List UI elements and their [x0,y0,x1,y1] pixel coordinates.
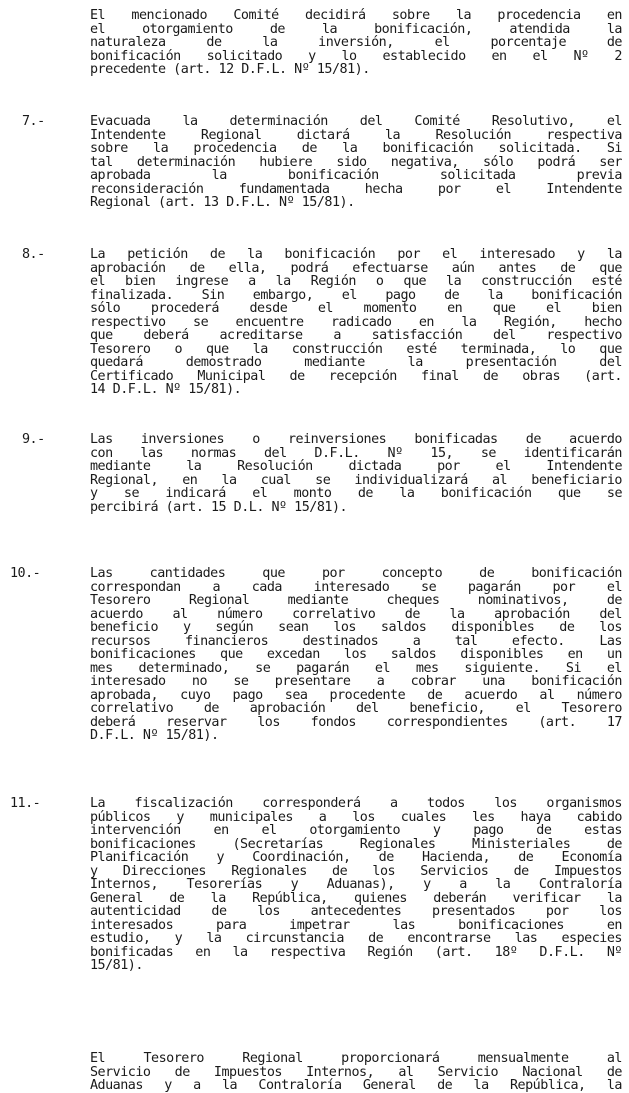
text-line: naturaleza de la inversión, el porcentaje de [90,35,622,50]
text-line: quedará demostrado mediante la presentación del [90,355,622,370]
item-paragraph [90,248,622,397]
text-line: correspondan a cada interesado se pagarán por el [90,579,622,595]
text-line: Servicio de Impuestos Internos, al Servicio Nacional de [90,1064,622,1080]
text-line: Regional (art. 13 D.F.L. Nº 15/81). [90,195,355,210]
text-line: precedente (art. 12 D.F.L. Nº 15/81). [90,62,370,77]
text-line: el bien ingrese a la Región o que la construcción esté [90,274,622,289]
text-line: El Tesorero Regional proporcionará mensualmente al [90,1051,622,1066]
text-line: Intendente Regional dictará la Resolución respectiva [90,127,622,143]
text-line: D.F.L. Nº 15/81). [90,728,219,743]
text-line: sobre la procedencia de la bonificación solicitada. Si [90,141,622,156]
text-line: Tesorero o que la construcción esté terminada, lo que [90,341,622,357]
text-line: el otorgamiento de la bonificación, atendida la [90,21,622,37]
text-line: mes determinado, se pagarán el mes siguiente. Si el [90,660,622,676]
text-line: y Direcciones Regionales de los Servicios de Impuestos [90,863,622,879]
text-line: públicos y municipales a los cuales les haya cabido [90,809,622,825]
text-line: con las normas del D.F.L. Nº 15, se identificarán [90,445,622,461]
item-paragraph [90,797,622,973]
text-line: Tesorero Regional mediante cheques nominativos, de [90,593,622,608]
text-line: Las cantidades que por concepto de bonificación [90,566,622,581]
intro-paragraph [90,9,622,77]
text-line: bonificación solicitado y lo establecido en el Nº 2 [90,48,622,64]
text-line: que deberá acreditarse a satisfacción del respectivo [90,328,622,343]
text-line: Planificación y Coordinación, de Hacienda, de Economía [90,850,622,865]
text-line: tal determinación hubiere sido negativa, sólo podrá ser [90,154,622,170]
text-line: recursos financieros destinados a tal efecto. Las [90,633,622,649]
closing-paragraph [90,1052,622,1093]
text-line: bonificadas en la respectiva Región (art. 18º D.F.L. Nº [90,944,622,960]
text-line: respectivo se encuentre radicado en la Región, hecho [90,314,622,330]
text-line: El mencionado Comité decidirá sobre la procedencia en [90,8,622,23]
text-line: deberá reservar los fondos correspondientes (art. 17 [90,714,622,730]
item-number: 8.- [22,247,45,262]
text-line: bonificaciones que excedan los saldos disponibles en un [90,647,622,662]
text-line: interesados para impetrar las bonificaciones en [90,917,622,933]
item-number: 9.- [22,432,45,447]
text-line: General de la República, quienes deberán verificar la [90,890,622,906]
text-line: aprobación de ella, podrá efectuarse aún antes de que [90,260,622,276]
text-line: finalizada. Sin embargo, el pago de la bonificación [90,287,622,303]
text-line: intervención en el otorgamiento y pago de estas [90,823,622,838]
text-line: bonificaciones (Secretarías Regionales Ministeriales de [90,836,622,852]
text-line: mediante la Resolución dictada por el Intendente [90,459,622,474]
item-paragraph [90,115,622,210]
item-number: 7.- [22,114,45,129]
text-line: Las inversiones o reinversiones bonificadas de acuerdo [90,432,622,447]
text-line: La petición de la bonificación por el interesado y la [90,247,622,262]
text-line: estudio, y la circunstancia de encontrarse las especies [90,931,622,946]
item-paragraph [90,567,622,743]
text-line: La fiscalización corresponderá a todos los organismos [90,796,622,811]
text-line: 14 D.F.L. Nº 15/81). [90,382,242,397]
item-number: 10.- [10,566,41,581]
item-paragraph [90,433,622,514]
text-line: acuerdo al número correlativo de la aprobación del [90,606,622,622]
text-line: Aduanas y a la Contraloría General de la República, la [90,1078,622,1093]
text-line: Certificado Municipal de recepción final de obras (art. [90,368,622,384]
text-line: Internos, Tesorerías y Aduanas), y a la Contraloría [90,877,622,892]
text-line: Regional, en la cual se individualizará al beneficiario [90,472,622,488]
text-line: autenticidad de los antecedentes presentados por los [90,904,622,919]
text-line: beneficio y según sean los saldos disponibles de los [90,620,622,635]
item-number: 11.- [10,796,41,811]
text-line: 15/81). [90,958,143,973]
text-line: y se indicará el monto de la bonificación que se [90,486,622,501]
text-line: aprobada la bonificación solicitada previa [90,168,622,183]
text-line: reconsideración fundamentada hecha por el Intendente [90,181,622,197]
text-line: sólo procederá desde el momento en que el bien [90,301,622,316]
text-line: aprobada, cuyo pago sea procedente de acuerdo al número [90,687,622,703]
text-line: interesado no se presentare a cobrar una bonificación [90,674,622,689]
text-line: percibirá (art. 15 D.L. Nº 15/81). [90,499,348,515]
text-line: Evacuada la determinación del Comité Resolutivo, el [90,114,622,129]
text-line: correlativo de aprobación del beneficio, el Tesorero [90,701,622,716]
